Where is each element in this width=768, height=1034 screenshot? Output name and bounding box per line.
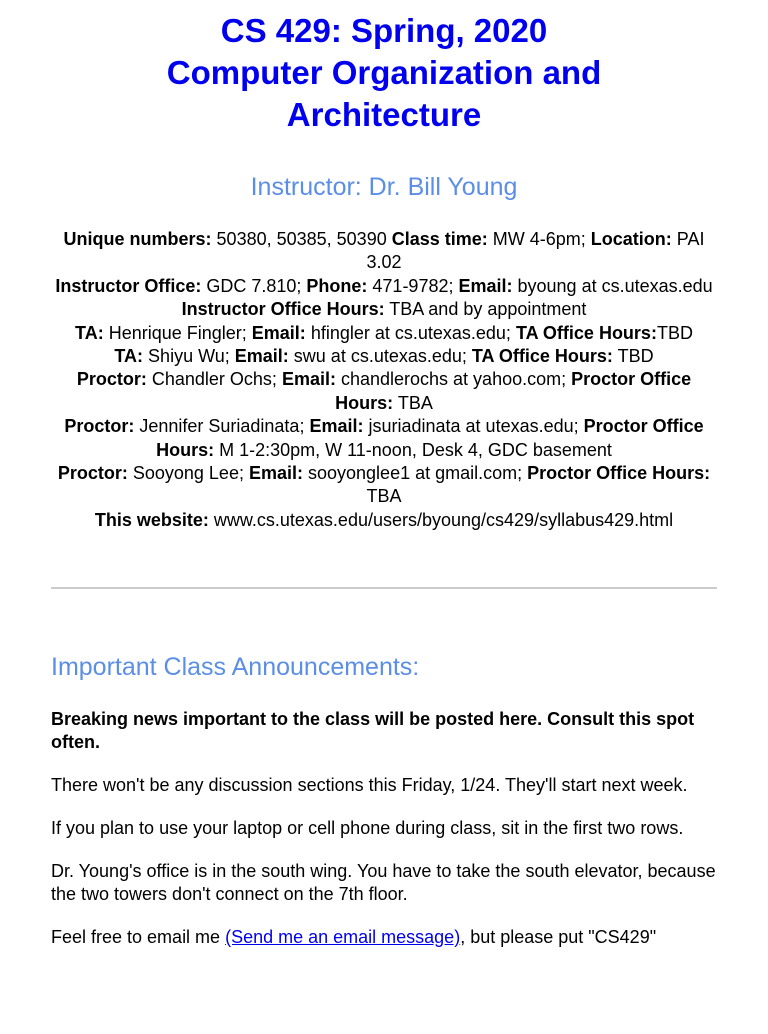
announcement-office-location: Dr. Young's office is in the south wing. You have to take the south elevator, because the two towers don't connect on the 7th floor. (51, 861, 716, 905)
syllabus-page (0, 10, 768, 949)
info-value: Jennifer Suriadinata; (134, 416, 310, 437)
info-label: Email: (251, 322, 306, 343)
info-label: Instructor Office Hours: (181, 299, 385, 320)
info-value: hfingler at cs.utexas.edu; (305, 322, 516, 343)
info-ta-fingler (51, 322, 717, 345)
info-value: chandlerochs at yahoo.com; (335, 369, 572, 390)
info-label: Proctor: (64, 416, 135, 437)
info-value: Sooyong Lee; (127, 463, 249, 484)
horizontal-divider (51, 587, 717, 589)
page-title (51, 10, 717, 136)
info-value: byoung at cs.utexas.edu (512, 275, 713, 296)
info-label: Class time: (391, 229, 488, 249)
info-value: 50380, 50385, 50390 (211, 229, 392, 249)
info-label: TA: (114, 346, 144, 367)
info-label: Proctor: (57, 463, 128, 484)
title-line-3: Architecture (286, 96, 482, 133)
send-email-link[interactable]: (Send me an email message) (225, 927, 461, 948)
email-text-before: Feel free to email me (51, 927, 226, 948)
info-label: Proctor Office Hours: (335, 369, 692, 413)
info-value: Chandler Ochs; (146, 369, 282, 390)
info-value: MW 4-6pm; (487, 229, 591, 249)
info-value: TBA and by appointment (384, 299, 587, 320)
announcement-breaking-news: Breaking news important to the class will be posted here. Consult this spot often. (51, 709, 695, 753)
title-line-2: Computer Organization and (166, 54, 602, 91)
info-label: Phone: (306, 275, 368, 296)
info-label: Proctor Office Hours: (156, 416, 704, 460)
info-value: TBA (393, 392, 433, 413)
info-value: TBD (612, 346, 654, 367)
info-label: Location: (590, 229, 672, 249)
info-label: This website: (94, 509, 209, 530)
info-proctor-lee (51, 462, 717, 509)
info-instructor-office (51, 275, 717, 298)
info-value: GDC 7.810; (201, 275, 307, 296)
info-value: Henrique Fingler; (103, 322, 252, 343)
info-label: Proctor Office Hours: (527, 463, 711, 484)
info-value: M 1-2:30pm, W 11-noon, Desk 4, GDC basement (214, 439, 612, 460)
info-label: Email: (458, 275, 513, 296)
instructor-heading: Instructor: Dr. Bill Young (250, 173, 518, 201)
info-ta-wu (51, 345, 717, 368)
announcement-laptop-policy: If you plan to use your laptop or cell phone during class, sit in the first two rows. (51, 818, 684, 839)
info-proctor-suriadinata (51, 415, 717, 462)
info-value: 471-9782; (367, 275, 459, 296)
info-value: sooyonglee1 at gmail.com; (303, 463, 528, 484)
info-label: Email: (281, 369, 336, 390)
info-value: www.cs.utexas.edu/users/byoung/cs429/syllabus429.html (208, 509, 674, 530)
title-line-1: CS 429: Spring, 2020 (220, 12, 548, 49)
info-value: Shiyu Wu; (143, 346, 235, 367)
announcement-email (51, 926, 717, 949)
announcement-discussion-sections: There won't be any discussion sections this Friday, 1/24. They'll start next week. (51, 775, 688, 796)
info-office-hours (51, 298, 717, 321)
info-label: TA Office Hours: (515, 322, 657, 343)
info-label: Proctor: (76, 369, 147, 390)
info-value: swu at cs.utexas.edu; (288, 346, 472, 367)
info-label: Unique numbers: (63, 229, 212, 249)
announcements-heading: Important Class Announcements: (51, 653, 420, 682)
info-label: Email: (309, 416, 364, 437)
info-value: jsuriadinata at utexas.edu; (363, 416, 584, 437)
info-proctor-ochs (51, 368, 717, 415)
info-value: TBA (366, 486, 402, 507)
info-label: TA: (75, 322, 104, 343)
info-label: Email: (248, 463, 303, 484)
info-label: Instructor Office: (55, 275, 202, 296)
info-label: Email: (234, 346, 289, 367)
info-value: PAI 3.02 (366, 229, 705, 273)
info-unique-numbers (51, 228, 717, 275)
info-label: TA Office Hours: (471, 346, 613, 367)
info-value: TBD (656, 322, 693, 343)
course-info-block (51, 228, 717, 532)
info-website (51, 509, 717, 532)
email-text-after: , but please put "CS429" (460, 927, 657, 948)
